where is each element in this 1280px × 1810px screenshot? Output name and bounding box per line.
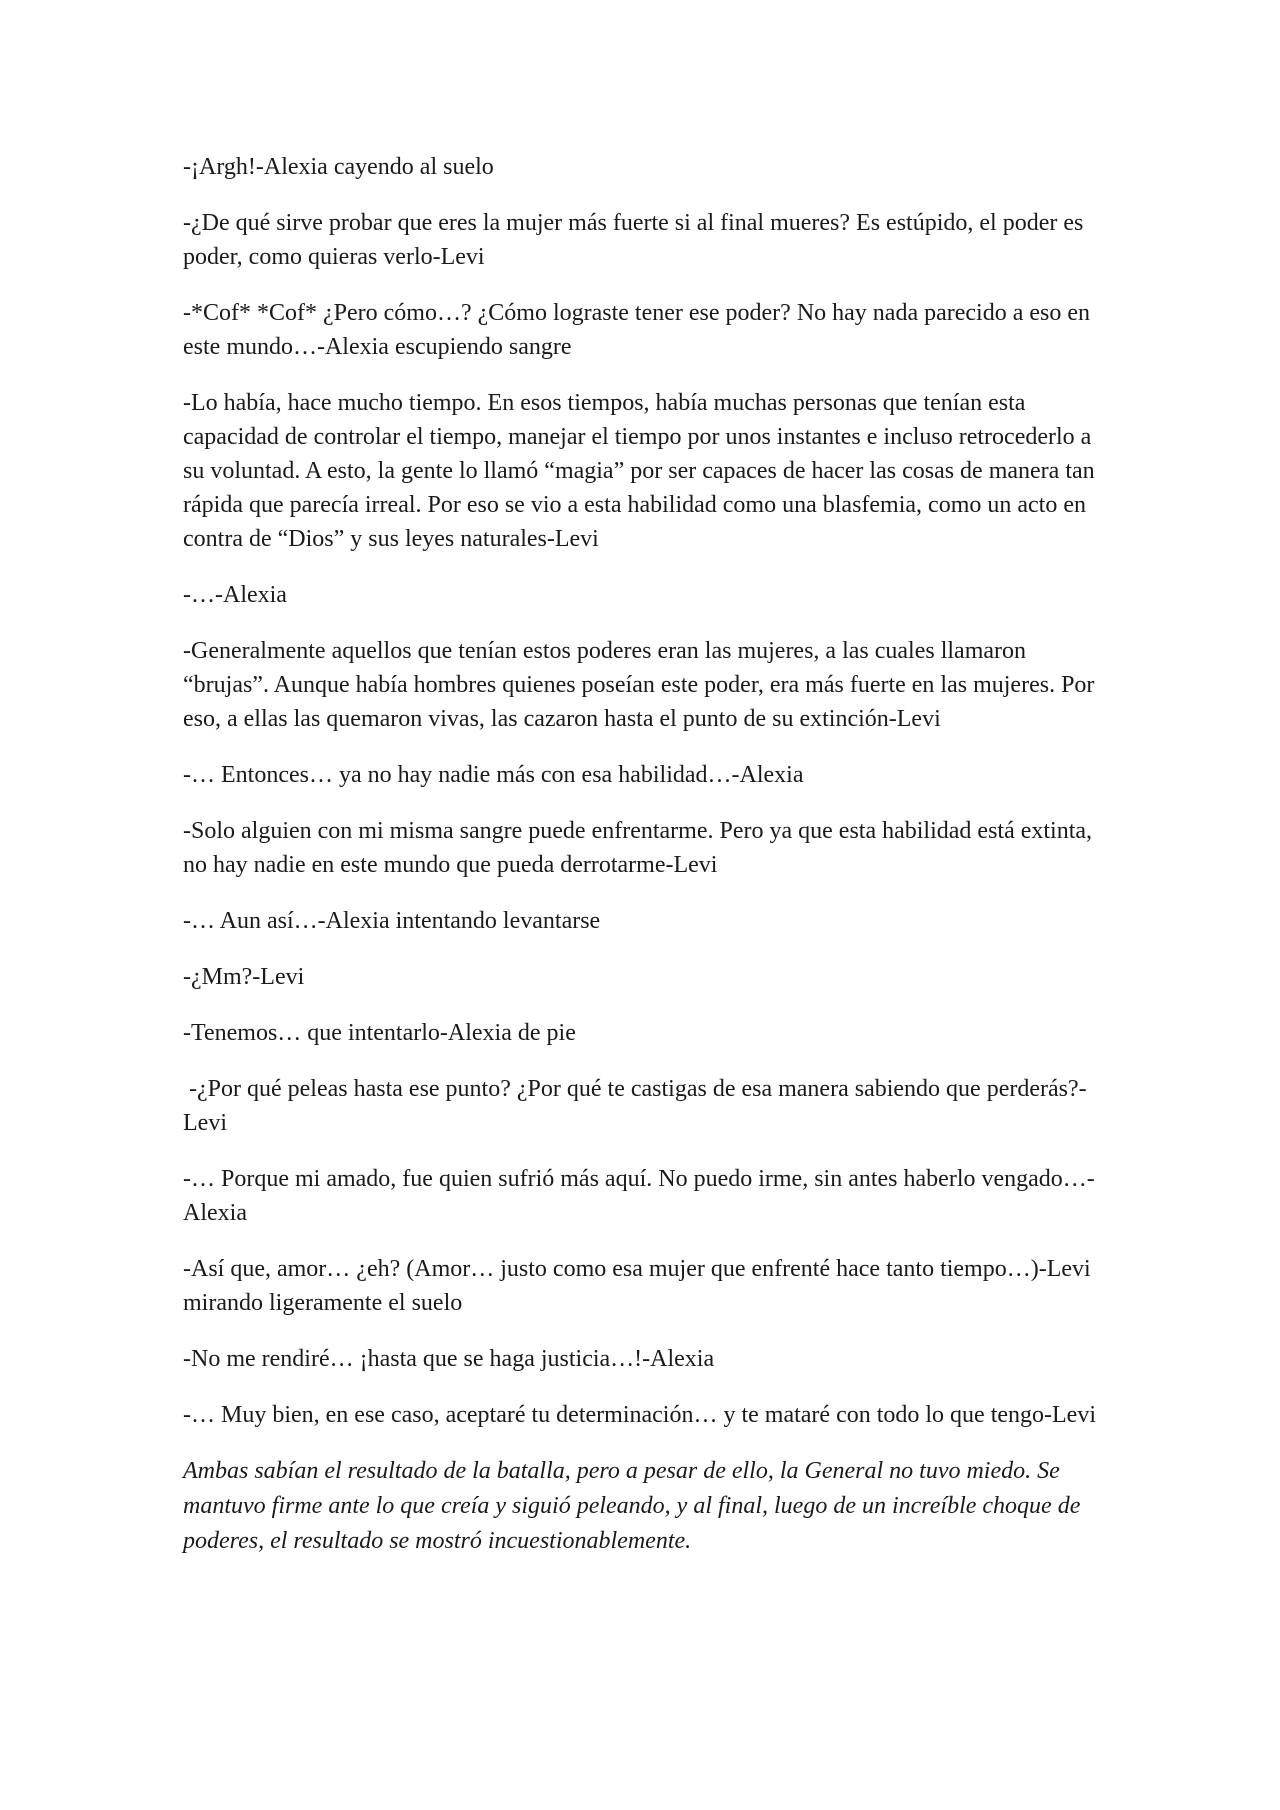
dialogue-line: -… Muy bien, en ese caso, aceptaré tu determinación… y te mataré con todo lo que tengo-Levi xyxy=(183,1402,1096,1428)
dialogue-line: -Solo alguien con mi misma sangre puede enfrentarme. Pero ya que esta habilidad está extinta, no hay nadie en este mundo que pueda derrotarme-Levi xyxy=(183,818,1093,878)
narration-paragraph: Ambas sabían el resultado de la batalla, pero a pesar de ello, la General no tuvo miedo. Se mantuvo firme ante lo que creía y siguió peleando, y al final, luego de un increíble choque de poderes, el resultado se mostró incuestionablemente. xyxy=(183,1458,1081,1554)
dialogue-line: -… Porque mi amado, fue quien sufrió más aquí. No puedo irme, sin antes haberlo vengado…-Alexia xyxy=(183,1166,1095,1226)
dialogue-line: -… Aun así…-Alexia intentando levantarse xyxy=(183,908,601,934)
dialogue-line: -Lo había, hace mucho tiempo. En esos tiempos, había muchas personas que tenían esta capacidad de controlar el tiempo, manejar el tiempo por unos instantes e incluso retrocederlo a su voluntad. A esto, la gente lo llamó “magia” por ser capaces de hacer las cosas de manera tan rápida que parecía irreal. Por eso se vio a esta habilidad como una blasfemia, como un acto en contra de “Dios” y sus leyes naturales-Levi xyxy=(183,390,1095,552)
dialogue-line: -Así que, amor… ¿eh? (Amor… justo como esa mujer que enfrenté hace tanto tiempo…)-Levi mirando ligeramente el suelo xyxy=(183,1256,1091,1316)
dialogue-line: -Tenemos… que intentarlo-Alexia de pie xyxy=(183,1020,576,1046)
dialogue-line: -… Entonces… ya no hay nadie más con esa habilidad…-Alexia xyxy=(183,762,804,788)
dialogue-line: -No me rendiré… ¡hasta que se haga justicia…!-Alexia xyxy=(183,1346,715,1372)
dialogue-line: -*Cof* *Cof* ¿Pero cómo…? ¿Cómo lograste tener ese poder? No hay nada parecido a eso en este mundo…-Alexia escupiendo sangre xyxy=(183,300,1091,360)
dialogue-line: -¿Por qué peleas hasta ese punto? ¿Por qué te castigas de esa manera sabiendo que perderás?-Levi xyxy=(183,1076,1087,1136)
dialogue-line: -…-Alexia xyxy=(183,582,287,608)
dialogue-line: -¿Mm?-Levi xyxy=(183,964,305,990)
dialogue-line: -¡Argh!-Alexia cayendo al suelo xyxy=(183,154,494,180)
document-page xyxy=(183,150,1103,1581)
dialogue-line: -¿De qué sirve probar que eres la mujer más fuerte si al final mueres? Es estúpido, el poder es poder, como quieras verlo-Levi xyxy=(183,210,1084,270)
dialogue-line: -Generalmente aquellos que tenían estos poderes eran las mujeres, a las cuales llamaron “brujas”. Aunque había hombres quienes poseían este poder, era más fuerte en las mujeres. Por eso, a ellas las quemaron vivas, las cazaron hasta el punto de su extinción-Levi xyxy=(183,638,1095,732)
